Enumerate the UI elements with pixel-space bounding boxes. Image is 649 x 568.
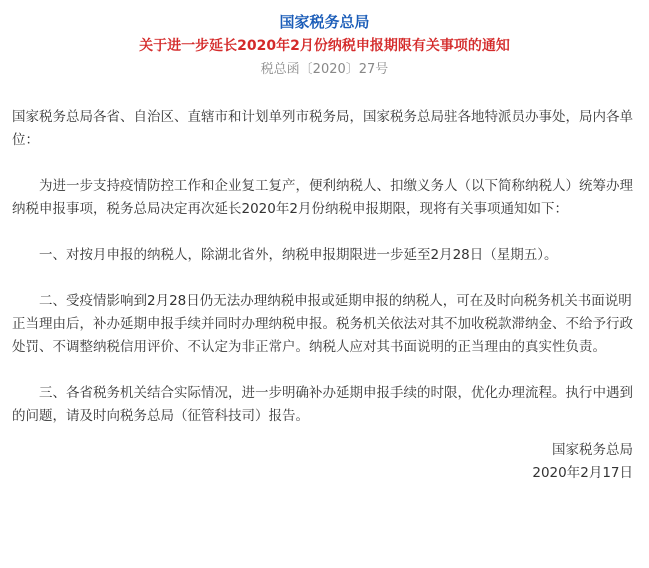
signature-issuer: 国家税务总局 bbox=[552, 442, 633, 458]
signature-date: 2020年2月17日 bbox=[532, 465, 633, 481]
signature-spacer bbox=[12, 428, 637, 439]
item-3-paragraph: 三、各省税务机关结合实际情况，进一步明确补办延期申报手续的时限，优化办理流程。执行中遇到的问题，请及时向税务总局（征管科技司）报告。 bbox=[12, 385, 633, 424]
item-1-paragraph: 一、对按月申报的纳税人，除湖北省外，纳税申报期限进一步延至2月28日（星期五）。 bbox=[39, 247, 558, 263]
document-title: 关于进一步延长2020年2月份纳税申报期限有关事项的通知 bbox=[139, 38, 510, 54]
paragraph-spacer bbox=[12, 221, 637, 244]
document-body bbox=[12, 106, 637, 485]
document-number: 税总函〔2020〕27号 bbox=[260, 62, 389, 77]
paragraph-spacer bbox=[12, 359, 637, 382]
paragraph-spacer bbox=[12, 267, 637, 290]
salutation: 国家税务总局各省、自治区、直辖市和计划单列市税务局，国家税务总局驻各地特派员办事处，局内各单位： bbox=[12, 109, 633, 148]
paragraph-spacer bbox=[12, 152, 637, 175]
item-2-paragraph: 二、受疫情影响到2月28日仍无法办理纳税申报或延期申报的纳税人，可在及时向税务机关书面说明正当理由后，补办延期申报手续并同时办理纳税申报。税务机关依法对其不加收税款滞纳金、不给予行政处罚、不调整纳税信用评价、不认定为非正常户。纳税人应对其书面说明的正当理由的真实性负责。 bbox=[12, 293, 633, 355]
document-header bbox=[0, 0, 649, 79]
issuer-name: 国家税务总局 bbox=[279, 13, 370, 31]
intro-paragraph: 为进一步支持疫情防控工作和企业复工复产，便利纳税人、扣缴义务人（以下简称纳税人）统筹办理纳税申报事项，税务总局决定再次延长2020年2月份纳税申报期限，现将有关事项通知如下： bbox=[12, 178, 633, 217]
